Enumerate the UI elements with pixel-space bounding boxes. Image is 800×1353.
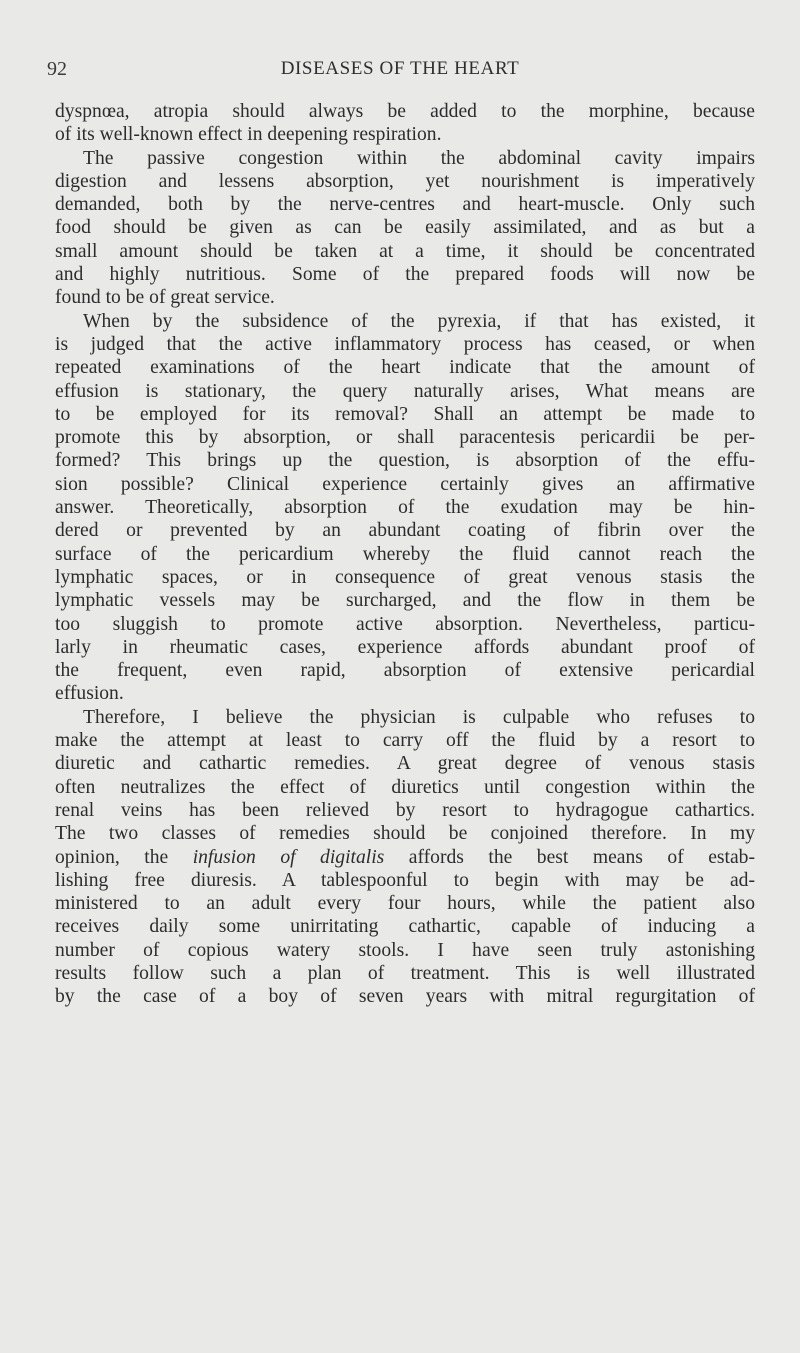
text-line: diuretic and cathartic remedies. A great degree of venous stasis xyxy=(55,753,755,775)
text-line: repeated examinations of the heart indicate that the amount of xyxy=(55,357,755,379)
page-header xyxy=(0,55,800,85)
text-line: small amount should be taken at a time, it should be concentrated xyxy=(55,240,755,262)
text-line: surface of the pericardium whereby the fluid cannot reach the xyxy=(55,543,755,565)
text-line: and highly nutritious. Some of the prepared foods will now be xyxy=(55,264,755,286)
text-line: demanded, both by the nerve-centres and heart-muscle. Only such xyxy=(55,194,755,216)
text-line: found to be of great service. xyxy=(55,287,275,309)
text-line: too sluggish to promote active absorption. Nevertheless, particu- xyxy=(55,613,755,635)
running-title: DISEASES OF THE HEART xyxy=(280,58,520,79)
text-line: renal veins has been relieved by resort to hydragogue cathartics. xyxy=(55,799,755,821)
text-line: Therefore, I believe the physician is culpable who refuses to xyxy=(83,706,755,728)
text-line: ministered to an adult every four hours, while the patient also xyxy=(55,893,755,915)
text-line: often neutralizes the effect of diuretics until congestion within the xyxy=(55,776,755,798)
text-line: The passive congestion within the abdominal cavity impairs xyxy=(83,147,755,169)
text-line xyxy=(55,846,755,869)
text-line: The two classes of remedies should be conjoined therefore. In my xyxy=(55,823,755,845)
text-line: number of copious watery stools. I have seen truly astonishing xyxy=(55,939,755,961)
text-line: formed? This brings up the question, is absorption of the effu- xyxy=(55,450,755,472)
text-line: promote this by absorption, or shall paracentesis pericardii be per- xyxy=(55,427,755,449)
text-line: is judged that the active inflammatory process has ceased, or when xyxy=(55,333,755,355)
page-number: 92 xyxy=(47,58,67,80)
text-line: food should be given as can be easily assimilated, and as but a xyxy=(55,217,755,239)
text-line: larly in rheumatic cases, experience affords abundant proof of xyxy=(55,636,755,658)
text-line: effusion is stationary, the query naturally arises, What means are xyxy=(55,380,755,402)
text-line: effusion. xyxy=(55,683,124,705)
text-line: dered or prevented by an abundant coating of fibrin over the xyxy=(55,520,755,542)
text-line: answer. Theoretically, absorption of the exudation may be hin- xyxy=(55,497,755,519)
text-segment: affords the best means of estab- xyxy=(384,846,755,868)
text-line: lishing free diuresis. A tablespoonful to begin with may be ad- xyxy=(55,869,755,891)
text-line: by the case of a boy of seven years with mitral regurgitation of xyxy=(55,986,755,1008)
body-text xyxy=(55,100,755,1009)
text-line: digestion and lessens absorption, yet nourishment is imperatively xyxy=(55,170,755,192)
text-segment: opinion, the xyxy=(55,846,193,868)
text-line: dyspnœa, atropia should always be added to the morphine, because xyxy=(55,101,755,122)
text-line: to be employed for its removal? Shall an attempt be made to xyxy=(55,403,755,425)
text-line: results follow such a plan of treatment. This is well illustrated xyxy=(55,962,755,984)
text-line: When by the subsidence of the pyrexia, if that has existed, it xyxy=(83,310,755,332)
text-line: lymphatic vessels may be surcharged, and the flow in them be xyxy=(55,590,755,612)
text-line: the frequent, even rapid, absorption of extensive pericardial xyxy=(55,660,755,682)
text-line: lymphatic spaces, or in consequence of great venous stasis the xyxy=(55,566,755,588)
italic-term: infusion of digitalis xyxy=(192,846,385,868)
text-line: receives daily some unirritating cathartic, capable of inducing a xyxy=(55,916,755,938)
text-line: make the attempt at least to carry off the fluid by a resort to xyxy=(55,730,755,752)
text-line: of its well-known effect in deepening respiration. xyxy=(55,124,442,146)
text-line: sion possible? Clinical experience certainly gives an affirmative xyxy=(55,473,755,495)
